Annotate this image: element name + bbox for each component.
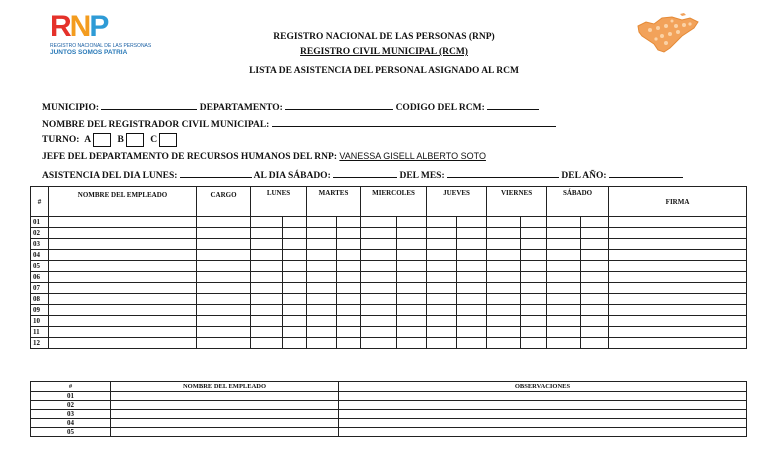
logo-slogan: JUNTOS SOMOS PATRIA (50, 49, 128, 56)
turno-b-label: B (117, 135, 124, 146)
attendance-cell[interactable] (427, 338, 457, 349)
table-row (31, 261, 747, 272)
attendance-cell[interactable] (581, 239, 609, 250)
attendance-cell[interactable] (337, 283, 361, 294)
registrador-field[interactable] (272, 117, 556, 127)
attendance-cell[interactable] (49, 305, 197, 316)
row-number: 11 (31, 327, 49, 338)
attendance-cell[interactable] (457, 228, 487, 239)
jefe-label: JEFE DEL DEPARTAMENTO DE RECURSOS HUMANOS DEL RNP: (42, 152, 337, 162)
obs-nombre-cell[interactable] (111, 410, 339, 419)
attendance-cell[interactable] (427, 327, 457, 338)
attendance-cell[interactable] (307, 294, 337, 305)
attendance-cell[interactable] (337, 228, 361, 239)
attendance-cell[interactable] (547, 305, 581, 316)
attendance-cell[interactable] (609, 316, 747, 327)
attendance-cell[interactable] (457, 283, 487, 294)
attendance-cell[interactable] (427, 228, 457, 239)
col-martes-header: MARTES (307, 187, 361, 217)
attendance-cell[interactable] (307, 250, 337, 261)
attendance-cell[interactable] (521, 338, 547, 349)
attendance-cell[interactable] (547, 283, 581, 294)
municipio-field[interactable] (101, 100, 197, 110)
attendance-cell[interactable] (547, 327, 581, 338)
attendance-cell[interactable] (337, 250, 361, 261)
obs-observaciones-cell[interactable] (339, 419, 747, 428)
attendance-cell[interactable] (487, 316, 521, 327)
obs-num-header: # (31, 382, 111, 392)
table-row (31, 419, 747, 428)
attendance-cell[interactable] (337, 217, 361, 228)
attendance-cell[interactable] (609, 283, 747, 294)
attendance-cell[interactable] (361, 294, 397, 305)
attendance-cell[interactable] (547, 272, 581, 283)
attendance-cell[interactable] (251, 338, 283, 349)
col-nombre-header: NOMBRE DEL EMPLEADO (49, 187, 197, 217)
attendance-cell[interactable] (197, 217, 251, 228)
attendance-cell[interactable] (361, 250, 397, 261)
turno-b-checkbox[interactable] (126, 133, 144, 147)
attendance-cell[interactable] (251, 272, 283, 283)
attendance-cell[interactable] (361, 338, 397, 349)
attendance-cell[interactable] (397, 338, 427, 349)
attendance-cell[interactable] (197, 228, 251, 239)
col-lunes-header: LUNES (251, 187, 307, 217)
obs-row-number: 03 (31, 410, 111, 419)
attendance-cell[interactable] (397, 250, 427, 261)
attendance-cell[interactable] (521, 239, 547, 250)
attendance-cell[interactable] (457, 305, 487, 316)
sabado-label: AL DIA SÁBADO: (253, 171, 331, 181)
table-row (31, 410, 747, 419)
obs-observaciones-cell[interactable] (339, 410, 747, 419)
attendance-cell[interactable] (521, 217, 547, 228)
attendance-cell[interactable] (251, 217, 283, 228)
row-number: 02 (31, 228, 49, 239)
attendance-cell[interactable] (397, 261, 427, 272)
attendance-cell[interactable] (337, 327, 361, 338)
obs-row-number: 04 (31, 419, 111, 428)
attendance-cell[interactable] (581, 272, 609, 283)
attendance-cell[interactable] (581, 294, 609, 305)
attendance-cell[interactable] (609, 239, 747, 250)
form-line-periodo (42, 168, 683, 181)
obs-nombre-cell[interactable] (111, 419, 339, 428)
attendance-cell[interactable] (487, 294, 521, 305)
attendance-cell[interactable] (427, 294, 457, 305)
attendance-cell[interactable] (361, 272, 397, 283)
attendance-cell[interactable] (521, 316, 547, 327)
attendance-cell[interactable] (581, 283, 609, 294)
attendance-cell[interactable] (251, 250, 283, 261)
attendance-cell[interactable] (197, 250, 251, 261)
attendance-cell[interactable] (337, 305, 361, 316)
registrador-label: NOMBRE DEL REGISTRADOR CIVIL MUNICIPAL: (42, 120, 270, 130)
table-row (31, 294, 747, 305)
attendance-cell[interactable] (337, 338, 361, 349)
attendance-cell[interactable] (397, 228, 427, 239)
attendance-cell[interactable] (283, 228, 307, 239)
attendance-cell[interactable] (427, 217, 457, 228)
attendance-cell[interactable] (487, 305, 521, 316)
attendance-cell[interactable] (609, 217, 747, 228)
attendance-cell[interactable] (49, 239, 197, 250)
attendance-cell[interactable] (487, 217, 521, 228)
attendance-cell[interactable] (283, 305, 307, 316)
attendance-cell[interactable] (197, 261, 251, 272)
observations-table (30, 381, 747, 437)
attendance-cell[interactable] (361, 316, 397, 327)
attendance-cell[interactable] (609, 338, 747, 349)
form-line-location (42, 100, 539, 113)
attendance-cell[interactable] (197, 305, 251, 316)
attendance-cell[interactable] (521, 305, 547, 316)
attendance-cell[interactable] (521, 228, 547, 239)
attendance-cell[interactable] (609, 272, 747, 283)
attendance-cell[interactable] (361, 283, 397, 294)
attendance-cell[interactable] (307, 239, 337, 250)
attendance-cell[interactable] (397, 239, 427, 250)
row-number: 07 (31, 283, 49, 294)
attendance-cell[interactable] (427, 272, 457, 283)
obs-row-number: 01 (31, 392, 111, 401)
attendance-cell[interactable] (337, 261, 361, 272)
col-miercoles-header: MIERCOLES (361, 187, 427, 217)
attendance-cell[interactable] (307, 283, 337, 294)
attendance-cell[interactable] (397, 217, 427, 228)
turno-label: TURNO: (42, 135, 80, 146)
attendance-cell[interactable] (487, 338, 521, 349)
attendance-cell[interactable] (49, 283, 197, 294)
obs-observaciones-cell[interactable] (339, 392, 747, 401)
attendance-cell[interactable] (283, 250, 307, 261)
attendance-cell[interactable] (609, 327, 747, 338)
table-row (31, 239, 747, 250)
col-sabado-header: SÁBADO (547, 187, 609, 217)
departamento-label: DEPARTAMENTO: (199, 103, 283, 113)
departamento-field[interactable] (285, 100, 393, 110)
attendance-cell[interactable] (427, 316, 457, 327)
attendance-cell[interactable] (521, 250, 547, 261)
attendance-cell[interactable] (521, 272, 547, 283)
attendance-cell[interactable] (457, 261, 487, 272)
logo-letter-p: P (89, 10, 108, 43)
attendance-cell[interactable] (547, 250, 581, 261)
attendance-cell[interactable] (581, 217, 609, 228)
attendance-cell[interactable] (251, 239, 283, 250)
row-number: 03 (31, 239, 49, 250)
row-number: 06 (31, 272, 49, 283)
attendance-cell[interactable] (49, 250, 197, 261)
col-cargo-header: CARGO (197, 187, 251, 217)
attendance-cell[interactable] (457, 272, 487, 283)
asistencia-lunes-label: ASISTENCIA DEL DIA LUNES: (42, 171, 178, 181)
obs-observaciones-cell[interactable] (339, 428, 747, 437)
attendance-cell[interactable] (609, 250, 747, 261)
attendance-cell[interactable] (547, 261, 581, 272)
attendance-cell[interactable] (361, 228, 397, 239)
obs-row-number: 05 (31, 428, 111, 437)
municipio-label: MUNICIPIO: (42, 103, 99, 113)
row-number: 08 (31, 294, 49, 305)
attendance-cell[interactable] (197, 272, 251, 283)
attendance-cell[interactable] (581, 228, 609, 239)
attendance-cell[interactable] (361, 239, 397, 250)
table-row (31, 338, 747, 349)
attendance-cell[interactable] (197, 327, 251, 338)
turno-c-label: C (150, 135, 158, 146)
attendance-cell[interactable] (427, 305, 457, 316)
attendance-cell[interactable] (487, 327, 521, 338)
row-number: 04 (31, 250, 49, 261)
attendance-cell[interactable] (251, 283, 283, 294)
attendance-cell[interactable] (521, 294, 547, 305)
attendance-cell[interactable] (609, 261, 747, 272)
attendance-cell[interactable] (487, 250, 521, 261)
attendance-cell[interactable] (521, 283, 547, 294)
row-number: 12 (31, 338, 49, 349)
attendance-cell[interactable] (457, 217, 487, 228)
attendance-cell[interactable] (547, 217, 581, 228)
mes-field[interactable] (447, 168, 559, 178)
attendance-cell[interactable] (283, 316, 307, 327)
attendance-cell[interactable] (457, 294, 487, 305)
attendance-cell[interactable] (49, 327, 197, 338)
attendance-cell[interactable] (397, 283, 427, 294)
attendance-cell[interactable] (457, 338, 487, 349)
attendance-cell[interactable] (49, 261, 197, 272)
attendance-cell[interactable] (487, 283, 521, 294)
attendance-cell[interactable] (49, 316, 197, 327)
obs-nombre-cell[interactable] (111, 401, 339, 410)
attendance-cell[interactable] (283, 327, 307, 338)
col-jueves-header: JUEVES (427, 187, 487, 217)
attendance-cell[interactable] (251, 228, 283, 239)
attendance-cell[interactable] (283, 272, 307, 283)
attendance-cell[interactable] (307, 228, 337, 239)
obs-observaciones-cell[interactable] (339, 401, 747, 410)
obs-nombre-cell[interactable] (111, 428, 339, 437)
row-number: 05 (31, 261, 49, 272)
attendance-cell[interactable] (487, 272, 521, 283)
attendance-cell[interactable] (487, 261, 521, 272)
attendance-cell[interactable] (49, 294, 197, 305)
table-row (31, 217, 747, 228)
col-firma-header: FIRMA (609, 187, 747, 217)
attendance-cell[interactable] (307, 261, 337, 272)
attendance-cell[interactable] (337, 294, 361, 305)
attendance-table (30, 186, 747, 349)
attendance-cell[interactable] (197, 294, 251, 305)
attendance-cell[interactable] (581, 338, 609, 349)
col-viernes-header: VIERNES (487, 187, 547, 217)
attendance-cell[interactable] (547, 316, 581, 327)
attendance-cell[interactable] (457, 327, 487, 338)
attendance-cell[interactable] (197, 316, 251, 327)
attendance-cell[interactable] (197, 283, 251, 294)
table-row (31, 283, 747, 294)
attendance-cell[interactable] (397, 327, 427, 338)
attendance-cell[interactable] (427, 283, 457, 294)
logo-letter-n: N (69, 10, 90, 43)
table-row (31, 272, 747, 283)
attendance-cell[interactable] (581, 327, 609, 338)
attendance-cell[interactable] (609, 294, 747, 305)
form-line-jefe (42, 151, 486, 162)
table-row (31, 305, 747, 316)
attendance-cell[interactable] (283, 338, 307, 349)
list-title: LISTA DE ASISTENCIA DEL PERSONAL ASIGNADO AL RCM (249, 66, 519, 76)
attendance-cell[interactable] (581, 305, 609, 316)
form-line-registrador (42, 117, 556, 130)
obs-observaciones-header: OBSERVACIONES (339, 382, 747, 392)
attendance-cell[interactable] (283, 294, 307, 305)
attendance-cell[interactable] (307, 327, 337, 338)
attendance-cell[interactable] (283, 283, 307, 294)
attendance-cell[interactable] (283, 261, 307, 272)
attendance-cell[interactable] (547, 228, 581, 239)
lunes-field[interactable] (180, 168, 252, 178)
attendance-cell[interactable] (283, 217, 307, 228)
attendance-cell[interactable] (361, 217, 397, 228)
attendance-cell[interactable] (581, 250, 609, 261)
attendance-cell[interactable] (251, 316, 283, 327)
row-number: 01 (31, 217, 49, 228)
logo-letter-r: R (50, 10, 70, 43)
attendance-cell[interactable] (49, 217, 197, 228)
attendance-cell[interactable] (197, 239, 251, 250)
attendance-cell[interactable] (251, 305, 283, 316)
row-number: 10 (31, 316, 49, 327)
attendance-cell[interactable] (581, 316, 609, 327)
obs-row-number: 02 (31, 401, 111, 410)
attendance-cell[interactable] (521, 327, 547, 338)
turno-a-label: A (84, 135, 92, 146)
attendance-cell[interactable] (49, 228, 197, 239)
table-row (31, 392, 747, 401)
attendance-cell[interactable] (457, 250, 487, 261)
attendance-cell[interactable] (397, 316, 427, 327)
attendance-cell[interactable] (361, 327, 397, 338)
attendance-cell[interactable] (457, 239, 487, 250)
anio-field[interactable] (609, 168, 683, 178)
header-subtitle: REGISTRO CIVIL MUNICIPAL (RCM) (300, 47, 468, 57)
jefe-value: VANESSA GISELL ALBERTO SOTO (339, 151, 486, 161)
attendance-cell[interactable] (49, 338, 197, 349)
table-row (31, 327, 747, 338)
attendance-cell[interactable] (307, 305, 337, 316)
attendance-cell[interactable] (397, 272, 427, 283)
attendance-cell[interactable] (427, 250, 457, 261)
attendance-cell[interactable] (307, 316, 337, 327)
attendance-cell[interactable] (251, 261, 283, 272)
attendance-cell[interactable] (581, 261, 609, 272)
attendance-cell[interactable] (283, 239, 307, 250)
header-title: REGISTRO NACIONAL DE LAS PERSONAS (RNP) (273, 32, 495, 42)
attendance-cell[interactable] (487, 228, 521, 239)
obs-nombre-header: NOMBRE DEL EMPLEADO (111, 382, 339, 392)
attendance-cell[interactable] (427, 261, 457, 272)
form-line-turno (42, 133, 181, 147)
attendance-cell[interactable] (251, 327, 283, 338)
turno-a-checkbox[interactable] (93, 133, 111, 147)
turno-c-checkbox[interactable] (159, 133, 177, 147)
attendance-cell[interactable] (307, 272, 337, 283)
table-row (31, 228, 747, 239)
attendance-cell[interactable] (609, 228, 747, 239)
attendance-cell[interactable] (427, 239, 457, 250)
attendance-cell[interactable] (337, 272, 361, 283)
table-row (31, 401, 747, 410)
attendance-cell[interactable] (361, 305, 397, 316)
attendance-cell[interactable] (457, 316, 487, 327)
logo-subtitle: REGISTRO NACIONAL DE LAS PERSONAS (50, 43, 152, 49)
attendance-cell[interactable] (487, 239, 521, 250)
mes-label: DEL MES: (399, 171, 445, 181)
attendance-cell[interactable] (49, 272, 197, 283)
anio-label: DEL AÑO: (561, 171, 607, 181)
attendance-cell[interactable] (609, 305, 747, 316)
attendance-cell[interactable] (337, 316, 361, 327)
attendance-cell[interactable] (397, 294, 427, 305)
attendance-cell[interactable] (547, 239, 581, 250)
attendance-cell[interactable] (521, 261, 547, 272)
attendance-cell[interactable] (307, 217, 337, 228)
attendance-cell[interactable] (361, 261, 397, 272)
table-row (31, 250, 747, 261)
attendance-cell[interactable] (337, 239, 361, 250)
attendance-cell[interactable] (307, 338, 337, 349)
sabado-field[interactable] (333, 168, 397, 178)
attendance-cell[interactable] (547, 338, 581, 349)
attendance-cell[interactable] (197, 338, 251, 349)
codigo-field[interactable] (487, 100, 539, 110)
obs-nombre-cell[interactable] (111, 392, 339, 401)
table-row (31, 316, 747, 327)
row-number: 09 (31, 305, 49, 316)
table-row (31, 428, 747, 437)
attendance-cell[interactable] (397, 305, 427, 316)
attendance-cell[interactable] (251, 294, 283, 305)
col-num-header: # (31, 187, 49, 217)
attendance-cell[interactable] (547, 294, 581, 305)
codigo-label: CODIGO DEL RCM: (395, 103, 485, 113)
